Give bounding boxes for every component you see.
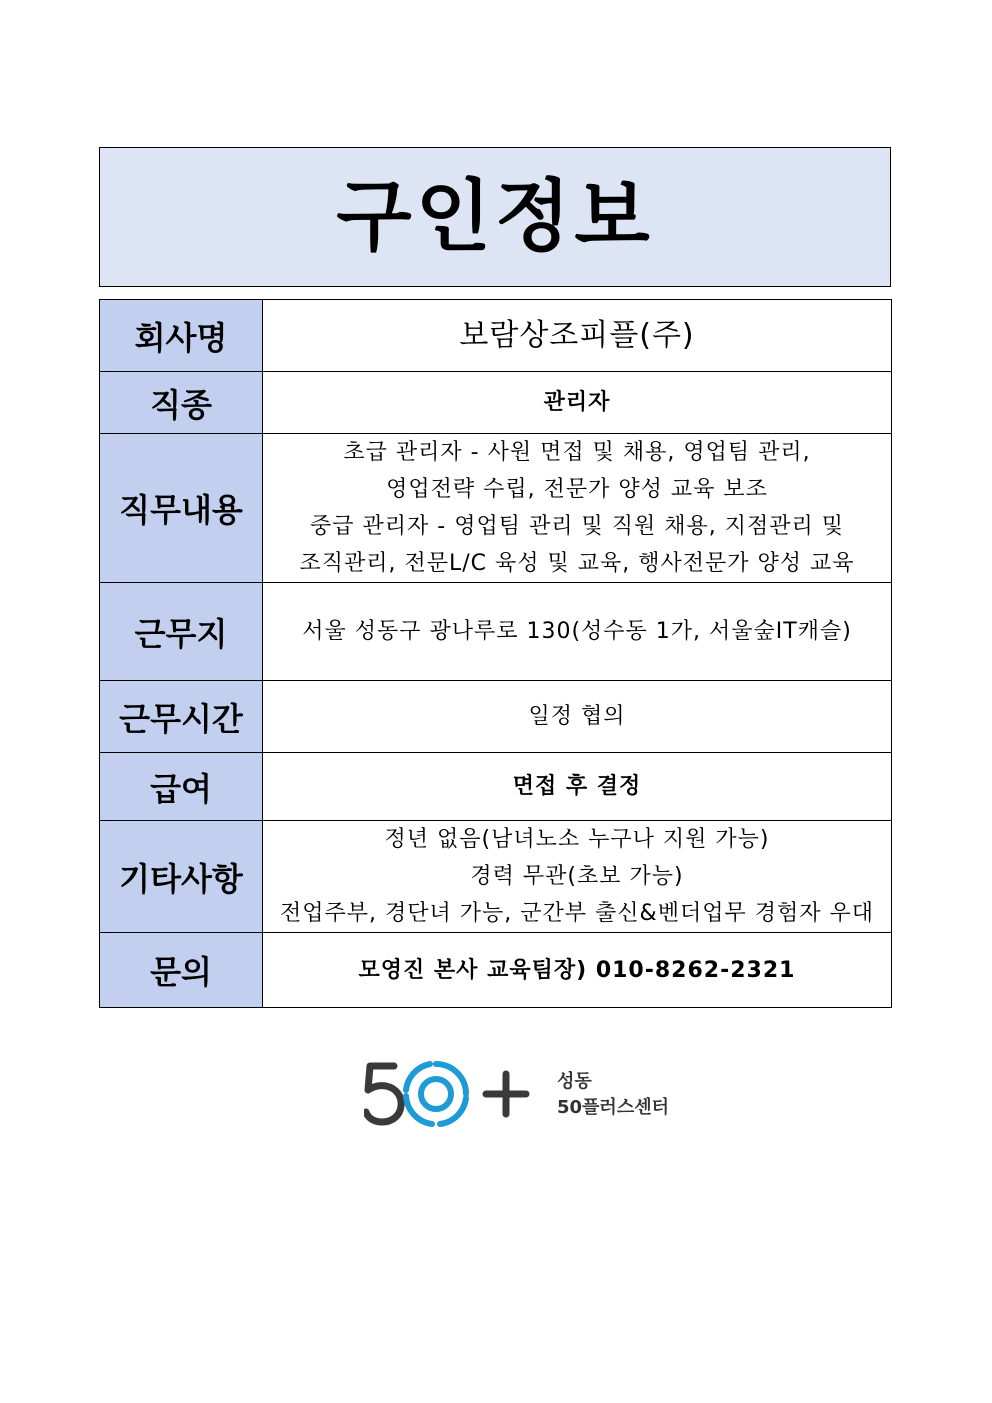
- etc-line: 경력 무관(초보 가능): [470, 864, 684, 889]
- job-type: 관리자: [543, 390, 611, 415]
- salary: 면접 후 결정: [512, 774, 642, 799]
- value-job-type: [263, 372, 892, 434]
- work-hours: 일정 협의: [528, 704, 626, 729]
- value-etc: [263, 821, 892, 933]
- duties-line: 영업전략 수립, 전문가 양성 교육 보조: [386, 477, 768, 502]
- label-etc: 기타사항: [100, 821, 263, 933]
- etc-line: 정년 없음(남녀노소 누구나 지원 가능): [384, 827, 770, 852]
- value-duties: [263, 434, 892, 583]
- table-row: [100, 300, 892, 372]
- page-title: 구인정보: [336, 172, 654, 262]
- logo-text-line2: 50플러스센터: [557, 1097, 669, 1118]
- table-row: [100, 583, 892, 681]
- label-contact: 문의: [100, 933, 263, 1008]
- label-duties: 직무내용: [100, 434, 263, 583]
- table-row: [100, 372, 892, 434]
- company-name: 보람상조피플(주): [459, 318, 695, 353]
- table-row: [100, 434, 892, 583]
- label-job-type: 직종: [100, 372, 263, 434]
- job-info-table: [99, 299, 892, 1008]
- duties-line: 조직관리, 전문L/C 육성 및 교육, 행사전문가 양성 교육: [299, 551, 855, 576]
- logo-mark-icon: [364, 1058, 554, 1128]
- table-row: [100, 933, 892, 1008]
- value-contact: [263, 933, 892, 1008]
- table-row: [100, 753, 892, 821]
- contact-info: 모영진 본사 교육팀장) 010-8262-2321: [358, 957, 796, 983]
- value-hours: [263, 681, 892, 753]
- duties-line: 초급 관리자 - 사원 면접 및 채용, 영업팀 관리,: [343, 440, 811, 465]
- label-company: 회사명: [100, 300, 263, 372]
- work-location: 서울 성동구 광나루로 130(성수동 1가, 서울숲IT캐슬): [302, 619, 852, 644]
- value-salary: [263, 753, 892, 821]
- duties-line: 중급 관리자 - 영업팀 관리 및 직원 채용, 지점관리 및: [310, 514, 844, 539]
- label-location: 근무지: [100, 583, 263, 681]
- table-row: [100, 681, 892, 753]
- label-hours: 근무시간: [100, 681, 263, 753]
- value-company: [263, 300, 892, 372]
- value-location: [263, 583, 892, 681]
- title-banner: [99, 147, 891, 287]
- logo-text-line1: 성동: [557, 1071, 592, 1092]
- etc-line: 전업주부, 경단녀 가능, 군간부 출신&벤더업무 경험자 우대: [280, 901, 874, 926]
- label-salary: 급여: [100, 753, 263, 821]
- table-row: [100, 821, 892, 933]
